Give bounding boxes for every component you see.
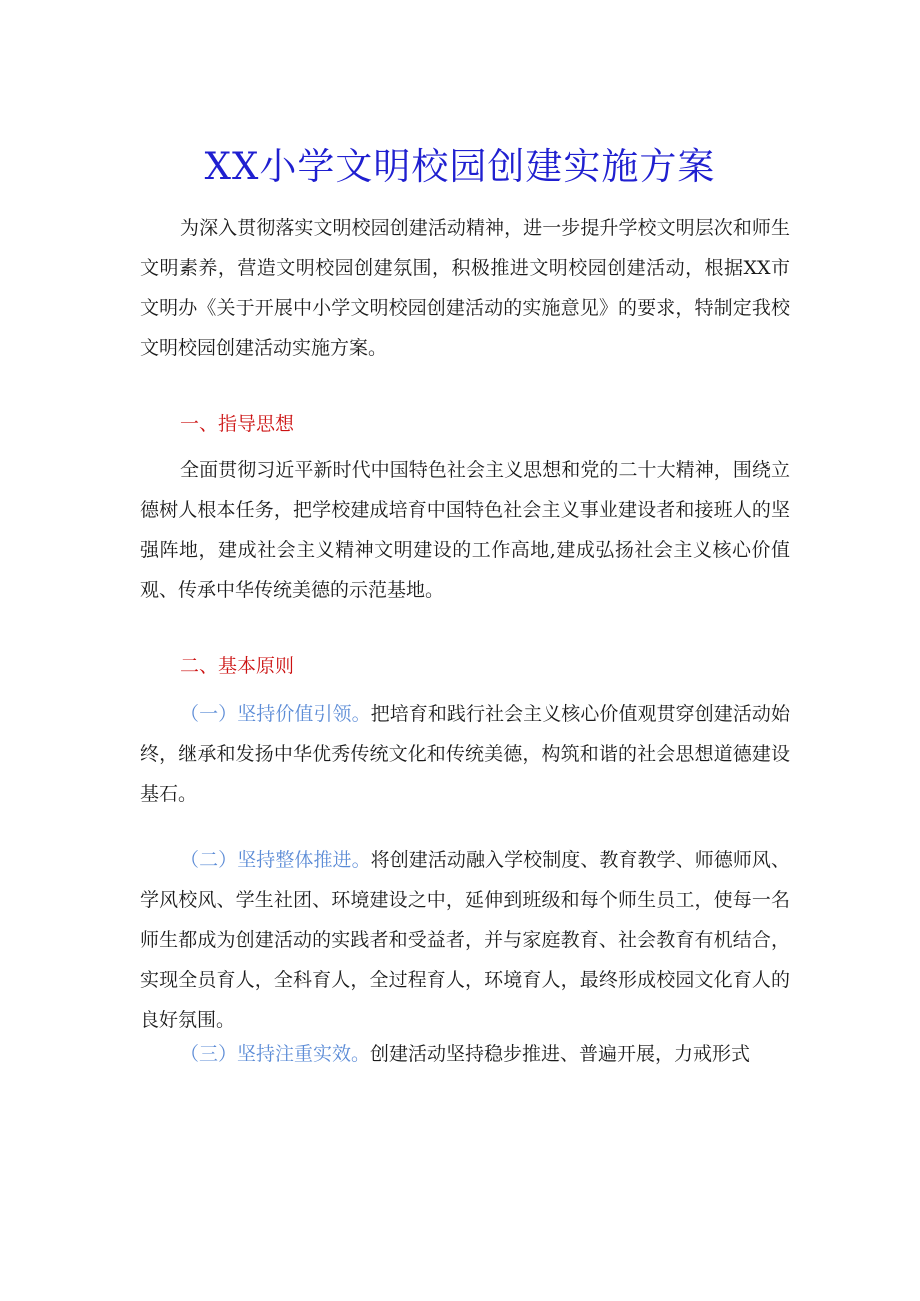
guiding-ideology-paragraph: 全面贯彻习近平新时代中国特色社会主义思想和党的二十大精神，围绕立德树人根本任务，把学校建成培育中国特色社会主义事业建设者和接班人的坚强阵地，建成社会主义精神文明建设的工作高地,建成弘扬社会主义核心价值观、传承中华传统美德的示范基地。 bbox=[140, 459, 790, 601]
principle-paragraph-2 bbox=[140, 840, 790, 1040]
principle-text-3: 创建活动坚持稳步推进、普遍开展，力戒形式 bbox=[370, 1043, 751, 1065]
principle-label-1: （一）坚持价值引领。 bbox=[180, 703, 371, 725]
principle-label-2: （二）坚持整体推进。 bbox=[180, 849, 371, 871]
principle-text-1: 把培育和践行社会主义核心价值观贯穿创建活动始终，继承和发扬中华优秀传统文化和传统美德，构筑和谐的社会思想道德建设基石。 bbox=[140, 703, 790, 805]
section-heading-guiding-ideology: 一、指导思想 bbox=[180, 413, 295, 435]
principle-paragraph-1 bbox=[140, 694, 790, 814]
principle-label-3: （三）坚持注重实效。 bbox=[180, 1043, 371, 1065]
document-title: XX小学文明校园创建实施方案 bbox=[204, 145, 716, 188]
principle-text-2: 将创建活动融入学校制度、教育教学、师德师风、学风校风、学生社团、环境建设之中，延伸到班级和每个师生员工，使每一名师生都成为创建活动的实践者和受益者，并与家庭教育、社会教育有机结合，实现全员育人，全科育人，全过程育人，环境育人，最终形成校园文化育人的良好氛围。 bbox=[140, 849, 790, 1031]
section-heading-basic-principles: 二、基本原则 bbox=[180, 655, 295, 677]
principle-paragraph-3 bbox=[140, 1034, 790, 1074]
intro-paragraph: 为深入贯彻落实文明校园创建活动精神，进一步提升学校文明层次和师生文明素养，营造文明校园创建氛围，积极推进文明校园创建活动，根据XX市文明办《关于开展中小学文明校园创建活动的实施意见》的要求，特制定我校文明校园创建活动实施方案。 bbox=[140, 217, 790, 359]
